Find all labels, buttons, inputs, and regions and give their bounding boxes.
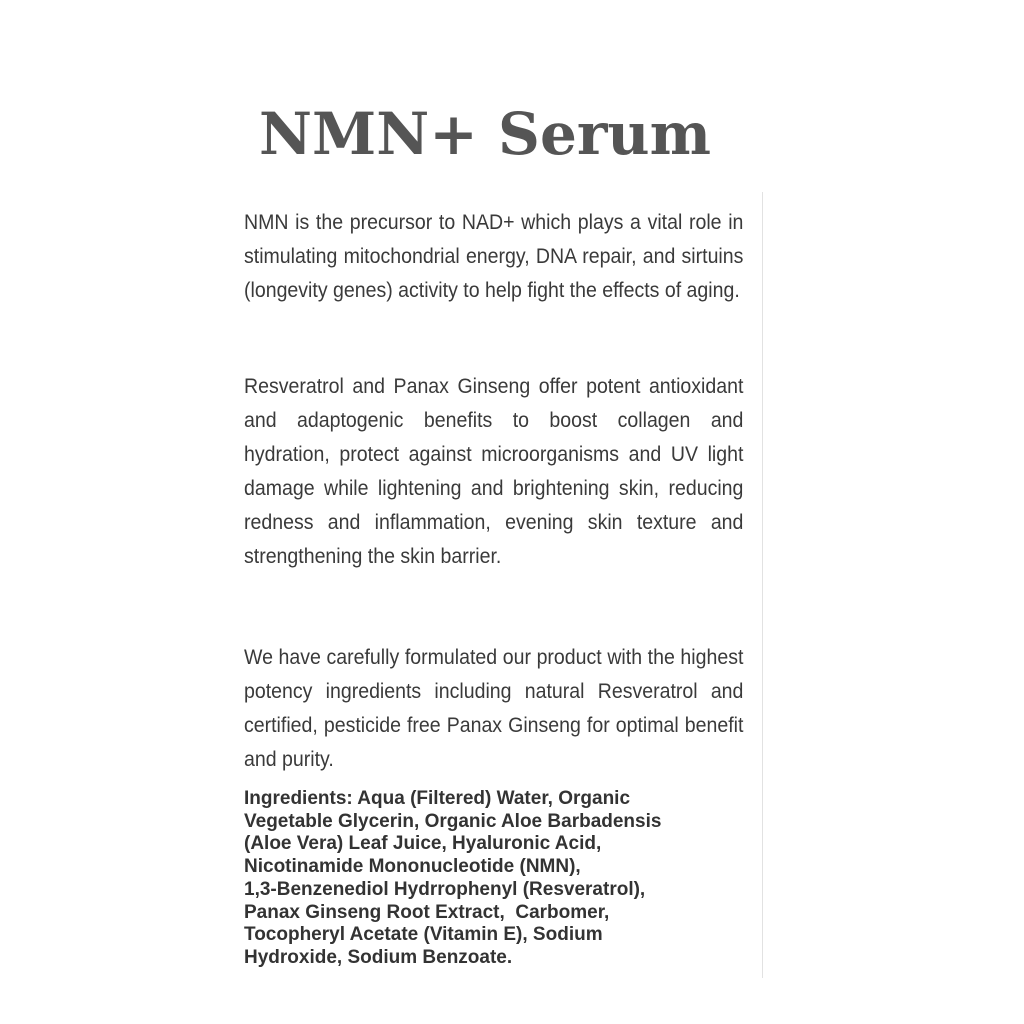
ingredients-line: Tocopheryl Acetate (Vitamin E), Sodium (244, 924, 603, 946)
ingredients-line: Nicotinamide Mononucleotide (NMN), (244, 856, 581, 878)
ingredients-line: Hydroxide, Sodium Benzoate. (244, 946, 513, 968)
ingredients-list (244, 788, 744, 970)
ingredients-line: (Aloe Vera) Leaf Juice, Hyaluronic Acid, (244, 833, 602, 855)
description-paragraph-formulation: We have carefully formulated our product with the highest potency ingredients including natural Resveratrol and certified, pesticide free Panax Ginseng for optimal benefit and purity. (244, 646, 744, 771)
ingredients-line: 1,3-Benzenediol Hydrrophenyl (Resveratrol), (244, 878, 646, 900)
page-title: NMN+ Serum (259, 100, 711, 168)
ingredients-line: Panax Ginseng Root Extract, Carbomer, (244, 901, 610, 923)
ingredients-line: Ingredients: Aqua (Filtered) Water, Organic (244, 788, 631, 809)
vertical-divider (762, 192, 763, 978)
ingredients-line: Vegetable Glycerin, Organic Aloe Barbadensis (244, 810, 662, 832)
description-paragraph-resveratrol: Resveratrol and Panax Ginseng offer potent antioxidant and adaptogenic benefits to boost collagen and hydration, protect against microorganisms and UV light damage while lightening and brightening skin, reducing redness and inflammation, evening skin texture and strengthening the skin barrier. (244, 375, 744, 568)
description-paragraph-nmn: NMN is the precursor to NAD+ which plays a vital role in stimulating mitochondrial energy, DNA repair, and sirtuins (longevity genes) activity to help fight the effects of aging. (244, 211, 744, 302)
